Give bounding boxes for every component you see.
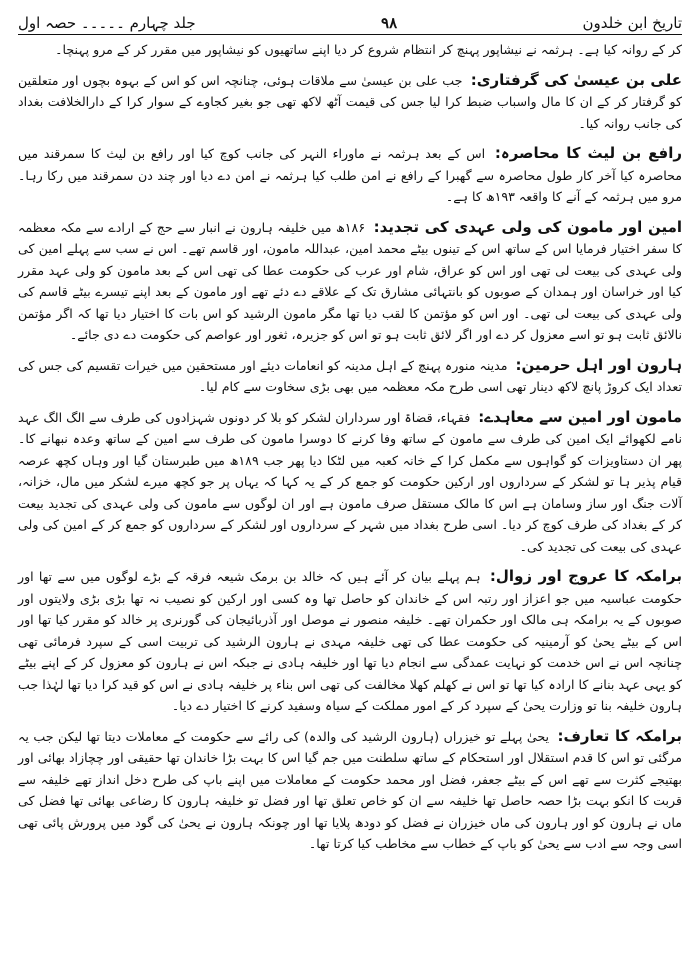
- paragraph-text: ۱۸۶ھ میں خلیفہ ہارون نے انبار سے حج کے ارادے سے مکہ معظمہ کا سفر اختیار فرمایا اس کے ساتھ اس کے تینوں بیٹے محمد امین، عبداللہ مامون، اور قاسم تھے۔ اس نے سب سے پہلے امین کی ولی عہدی کی بیعت لی تھی اور اس کو عراق، شام اور عرب کی حکومت عطا کی تھی اس کے بعد مامون کو ولی عہد مقرر کیا اور خراسان اور ہمدان کے صوبوں کو بانتہائی مشارق تک کے علاقے دے دئے تھے اور مامون کے بعد اپنے تیسرے بیٹے قاسم کی ولی عہدی کی بیعت لی تھی۔ اور اس کو مؤتمن کا لقب دیا تھا مگر مامون الرشید کو اس بات کا اختیار دیا تھا کہ اگر مؤتمن نالائق ثابت ہو تو اسے معزول کر دے اور اگر لائق ثابت ہو تو اس کو جزیرہ، ثغور اور عواصم کی حکومت دے دی جائے۔: [18, 219, 682, 342]
- section-heading: امین اور مامون کی ولی عہدی کی تجدید:: [373, 217, 682, 236]
- section-heading: ہارون اور اہل حرمین:: [515, 355, 682, 374]
- paragraph: [18, 70, 682, 135]
- section-heading: برامکہ کا عروج اور زوال:: [489, 567, 683, 585]
- section-heading: علی بن عیسیٰ کی گرفتاری:: [470, 70, 682, 89]
- paragraph: [18, 407, 682, 558]
- paragraph: [18, 355, 682, 398]
- section-heading: برامکہ کا تعارف:: [557, 726, 682, 745]
- paragraph: [18, 39, 682, 61]
- page-body: [18, 35, 682, 855]
- section-heading: مامون اور امین سے معاہدے:: [478, 407, 683, 426]
- paragraph: [18, 726, 682, 855]
- paragraph: [18, 217, 682, 346]
- paragraph-text: جب علی بن عیسیٰ سے ملاقات ہوئی، چنانچہ اس کو اس کے بہوہ بچوں اور متعلقین کو گرفتار کر کے ان کا مال واسباب ضبط کرا لیا جس کی قیمت آٹھ لاکھ تھی جو بغیر کجاوے کے سوار کرا کے دارالخلافت بغداد کی جانب روانہ کیا۔: [18, 72, 682, 131]
- book-title: تاریخ ابن خلدون: [582, 14, 682, 32]
- paragraph-text: کر کے روانہ کیا ہے۔ ہرثمہ نے نیشاپور پہنچ کر انتظام شروع کر دیا اپنے ساتھیوں کو نیشاپور میں مقرر کر کے مرو پہنچا۔: [55, 42, 682, 57]
- paragraph: [18, 566, 682, 717]
- paragraph-text: یحیٰ پہلے تو خیزراں (ہارون الرشید کی والدہ) کی رائے سے حکومت کے معاملات دیتا تھا لیکن جب یہ مرگئی تو اس کا قدم استقلال اور استحکام کے ساتھ سلطنت میں جم گیا اس کا بہت بڑا خاندان تھا حقیقی اور چچازاد بھائی اور بھتیجے کثرت سے تھے اس کے بیٹے جعفر، فضل اور محمد حکومت کے معاملات میں اپنے باپ کی طرح دخل انداز تھے خلیفہ سے قربت کا انکو بہت بڑا حصہ حاصل تھا خلیفہ سے ان کو خاص تعلق تھا اور فضل تو خلیفہ ہارون کا رضاعی بھائی تھا فضل کی ماں نے ہارون کو اور ہارون کی ماں خیزران نے فضل کو دودھ پلایا تھا اور چونکہ ہارون نے یحیٰ کی گود میں پرورش پائی تھی اسی وجہ سے ادب سے یحیٰ کو باپ کے خطاب سے مخاطب کیا کرتا تھا۔: [18, 728, 682, 851]
- paragraph-text: مدینہ منورہ پہنچ کے اہل مدینہ کو انعامات دیئے اور مستحقین میں خیرات تقسیم کی جس کی تعداد ایک کروڑ پانچ لاکھ دینار تھی اسی طرح مکہ معظمہ میں بھی بڑی سخاوت سے کام لیا۔: [18, 357, 682, 394]
- section-heading: رافع بن لیث کا محاصرہ:: [494, 144, 682, 162]
- volume-label: جلد چہارم ۔۔۔۔۔ حصہ اول: [18, 14, 196, 32]
- paragraph-text: فقہاء، قضاۃ اور سرداران لشکر کو بلا کر دونوں شہزادوں کی طرف سے الگ الگ عہد نامے لکھوائے ایک امین کی طرف سے مامون کے ساتھ وفا کرنے کا دوسرا مامون کی طرف سے امین کے ساتھ وعدہ نبھانے کا۔ پھر ان دستاویزات کو گواہوں سے مکمل کرا کے خانہ کعبہ میں لٹکا دیا پھر جب ۱۸۹ھ میں طبرستان گیا اور وہاں کچھ عرصہ قیام پذیر ہا تو لشکر کے سرداروں اور ارکین حکومت کو جمع کر کے یہ کہا کہ یہاں پر جو کچھ میرے لشکر میں مال، خزانہ، آلات جنگ اور ساز وسامان ہے اس کا مالک مستقل صرف مامون ہے اور ان لوگوں سے مامون کی ولی عہدی کی تجدید بیعت کر کے بغداد کی طرف کوچ کر دیا۔ اسی طرح بغداد میں شہر کے سرداروں اور لشکر کے سرداروں کو جمع کر کے امین کی ولی عہدی کی بیعت کی تجدید کی۔: [18, 409, 682, 554]
- paragraph-text: اس کے بعد ہرثمہ نے ماوراء النہر کی جانب کوچ کیا اور رافع بن لیث کا سمرقند میں محاصرہ کیا آخر کار طول محاصرہ سے گھبرا کے رافع نے امن طلب کیا ہرثمہ نے امن دے دیا اور چند دن سمرقند میں رکا رہا۔ مرو میں ہرثمہ کے آنے کا واقعہ ۱۹۳ھ کا ہے۔: [18, 146, 682, 204]
- page-number: ۹۸: [381, 14, 398, 32]
- paragraph: [18, 143, 682, 208]
- paragraph-text: ہم پہلے بیان کر آئے ہیں کہ خالد بن برمک شیعہ فرقہ کے بڑے لوگوں میں سے تھا اور حکومت عباسیہ میں جو اعزاز اور رتبہ اس کے خاندان کو حاصل تھا وہ کسی اور ارکین کو نصیب نہ تھا بڑی بڑی ولایتوں اور صوبوں کے یہ برامکہ ہی مالک اور حکمران تھے۔ خلیفہ منصور نے موصل اور آذربائیجان کی گورنری پر خالد کو مقرر کیا تھا اور اس کے بیٹے یحیٰ کو آرمینیہ کی حکومت عطا کی تھی خلیفہ مہدی نے ہارون الرشید کی تربیت اسی کے سپرد فرمائی تھی چنانچہ اس نے اس خدمت کو نہایت عمدگی سے انجام دیا تھا اور خلیفہ ہادی نے جبکہ اس نے ہارون کو معزول کر کے اپنے بیٹے کو یہی عہد بنانے کا ارادہ کیا تھا تو اس نے کھلم کھلا مخالفت کی تھی اس بناء پر خلیفہ ہادی نے اس کو قید کرا دیا تھا لہٰذا جب ہارون خلیفہ بنا تو وزارت یحیٰ کے سپرد کر کے امور مملکت کے سیاہ وسفید کرنے کا اختیار دے دیا۔: [18, 569, 682, 713]
- page-header: [18, 6, 682, 35]
